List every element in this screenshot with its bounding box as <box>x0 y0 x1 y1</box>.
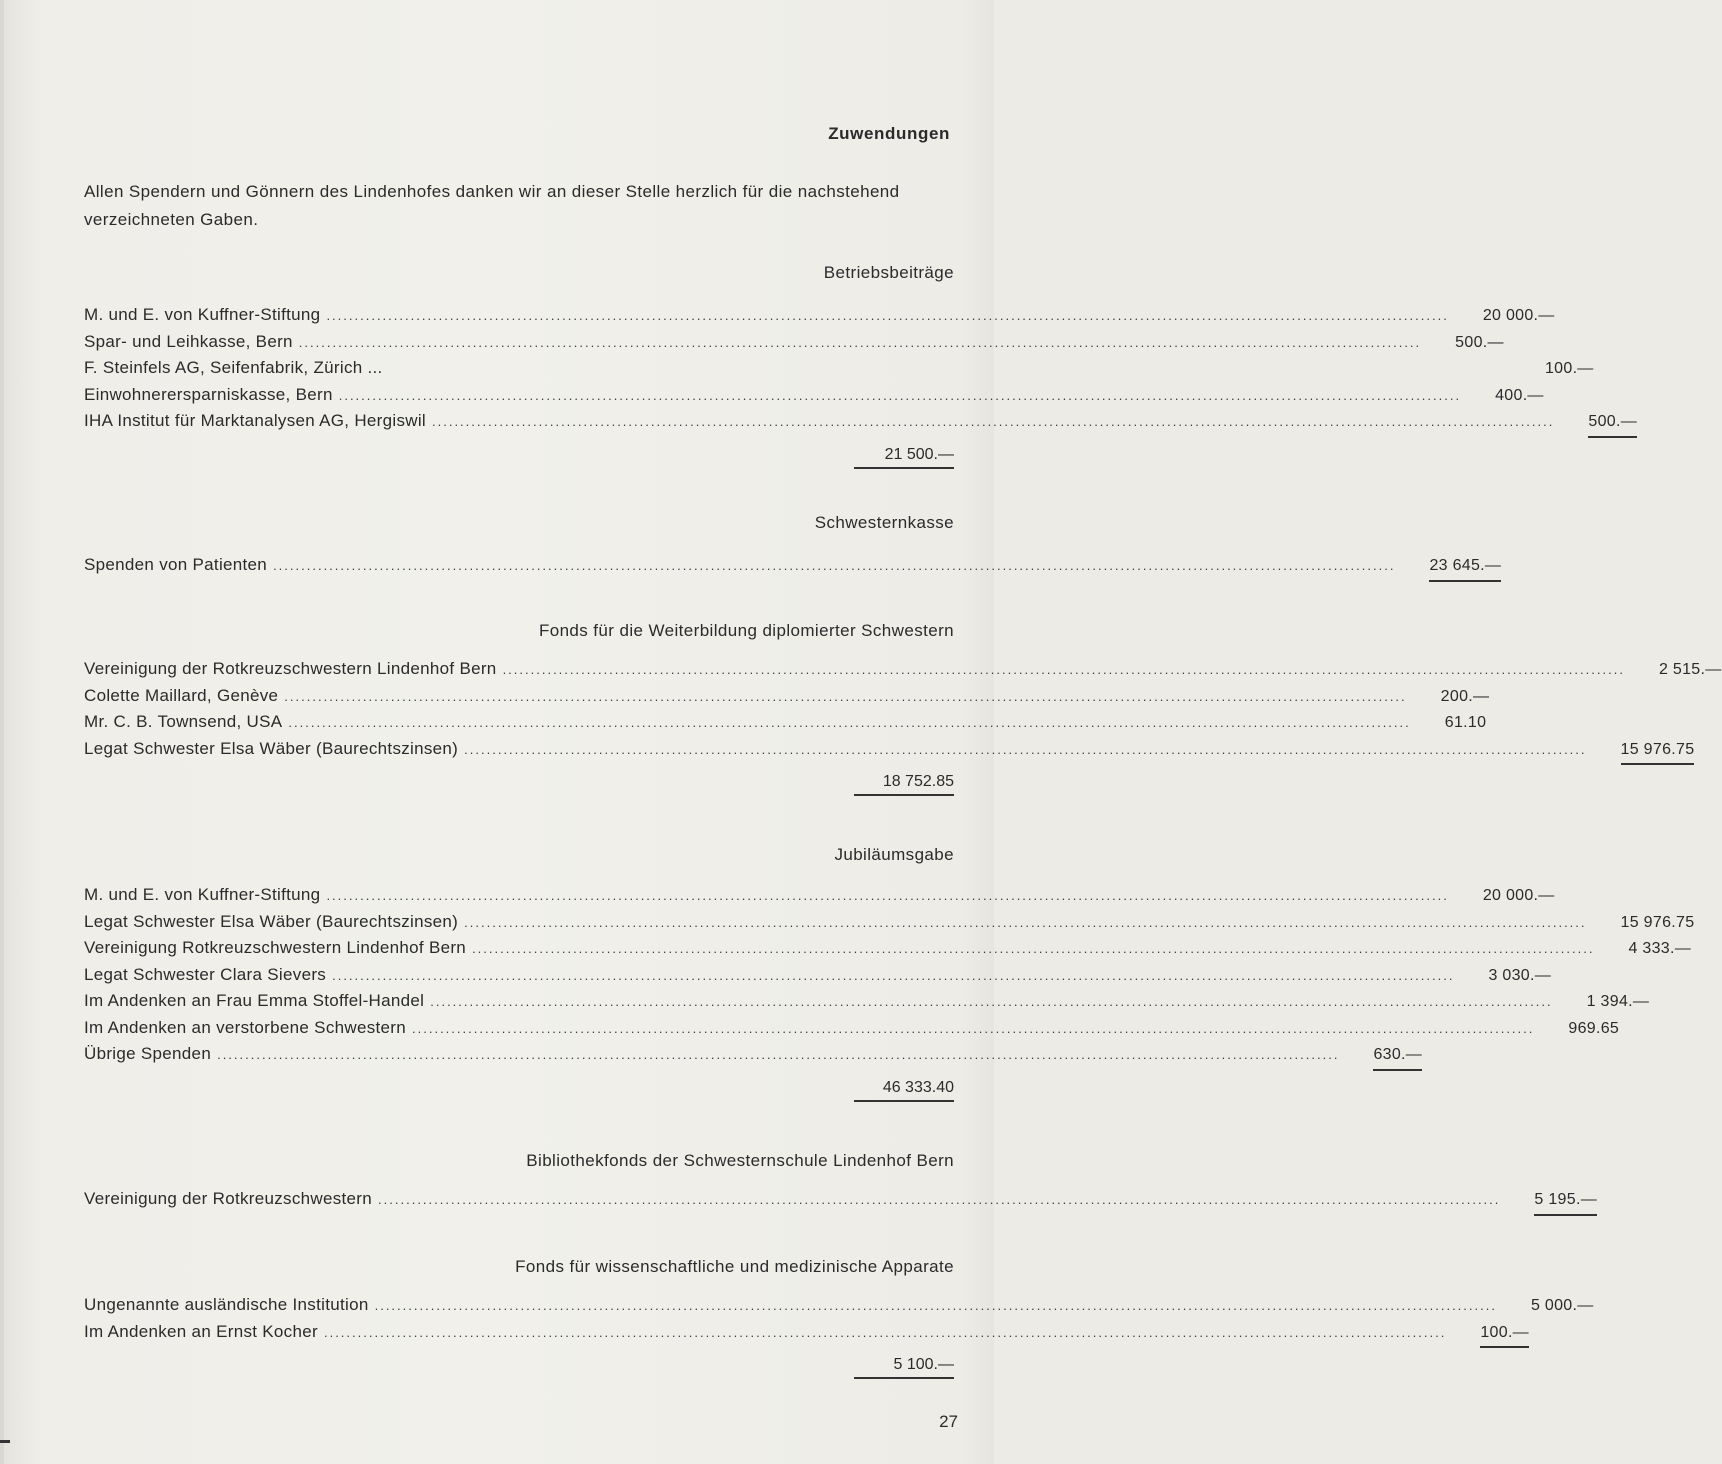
leader-dots: ........................................................................................................................................................................................................ <box>273 558 1396 573</box>
section-weiterbildung <box>84 616 1722 796</box>
entry-name: Ungenannte ausländische Institution <box>84 1295 369 1314</box>
leader-dots: ........................................................................................................................................................................................................ <box>298 334 1422 350</box>
list-item <box>84 709 1487 736</box>
page-spine-shadow <box>0 0 4 1464</box>
section-heading: Schwesternkasse <box>814 513 954 532</box>
list-item <box>84 552 1502 579</box>
entry-name: Vereinigung der Rotkreuzschwestern Lindenhof Bern <box>84 659 497 678</box>
leader-dots: ........................................................................................................................................................................................................ <box>326 308 1449 323</box>
list-item <box>84 1041 1423 1068</box>
entry-amount: 100.— <box>1544 360 1594 377</box>
list-item <box>84 382 1544 409</box>
leader-dots: ........................................................................................................................................................................................................ <box>378 1192 1501 1207</box>
leader-dots: ........................................................................................................................................................................................................ <box>502 662 1625 677</box>
entry-amount: 4 333.— <box>1628 940 1692 957</box>
leader-dots: ........................................................................................................................................................................................................ <box>326 888 1449 903</box>
section-heading: Fonds für wissenschaftliche und medizinische Apparate <box>515 1257 954 1276</box>
section-heading: Jubiläumsgabe <box>834 845 954 864</box>
intro-paragraph: Allen Spendern und Gönnern des Lindenhofes danken wir an dieser Stelle herzlich für die nachstehend verzeichneten Gaben. <box>84 182 900 229</box>
entry-name: Einwohnerersparniskasse, Bern <box>84 384 333 404</box>
entry-amount: 5 000.— <box>1530 1297 1594 1314</box>
leader-dots: ........................................................................................................................................................................................................ <box>217 1047 1340 1062</box>
total-row <box>84 1068 954 1102</box>
leader-dots: ........................................................................................................................................................................................................ <box>430 994 1553 1009</box>
leader-dots: ........................................................................................................................................................................................................ <box>332 967 1455 983</box>
page-number: 27 <box>939 1412 958 1431</box>
list-item <box>84 736 1695 763</box>
entry-name: Legat Schwester Elsa Wäber (Baurechtszinsen) <box>84 911 459 931</box>
section-bibliothekfonds <box>84 1146 1597 1213</box>
list-item <box>84 656 1722 683</box>
list-item <box>84 1292 1594 1319</box>
leader-dots: ........................................................................................................................................................................................................ <box>464 741 1587 757</box>
entry-amount: 630.— <box>1373 1042 1422 1071</box>
section-total: 21 500.— <box>854 443 954 469</box>
list-item <box>84 355 1594 382</box>
entry-name: IHA Institut für Marktanalysen AG, Hergiswil <box>84 411 426 430</box>
entry-amount: 400.— <box>1495 386 1544 404</box>
entry-name: Vereinigung der Rotkreuzschwestern <box>84 1189 373 1208</box>
leader-dots: ........................................................................................................................................................................................................ <box>432 414 1555 429</box>
entry-name: M. und E. von Kuffner-Stiftung <box>84 305 321 324</box>
entry-amount: 1 394.— <box>1586 993 1650 1010</box>
leader-dots: ........................................................................................................................................................................................................ <box>374 1298 1497 1313</box>
leader-dots: ........................................................................................................................................................................................................ <box>288 715 1411 730</box>
entry-name: Spar- und Leihkasse, Bern <box>84 331 293 351</box>
entry-name: Legat Schwester Clara Sievers <box>84 964 327 984</box>
entry-name: Übrige Spenden <box>84 1044 212 1063</box>
entry-name: Colette Maillard, Genève <box>84 685 279 705</box>
page-title: Zuwendungen <box>828 124 950 143</box>
entry-amount: 2 515.— <box>1658 661 1722 678</box>
leader-dots: ........................................................................................................................................................................................................ <box>472 941 1595 956</box>
list-item <box>84 935 1692 962</box>
edge-mark <box>0 1440 10 1443</box>
total-row <box>84 435 954 469</box>
list-item <box>84 1015 1620 1042</box>
entry-amount: 5 195.— <box>1534 1187 1597 1216</box>
list-item <box>84 1319 1529 1346</box>
entry-amount: 20 000.— <box>1482 887 1555 904</box>
section-betriebsbeitraege <box>84 258 1638 469</box>
section-total: 18 752.85 <box>854 770 954 796</box>
total-row <box>84 1345 954 1379</box>
list-item <box>84 1186 1597 1213</box>
section-total: 5 100.— <box>854 1353 954 1379</box>
section-heading: Fonds für die Weiterbildung diplomierter Schwestern <box>538 621 954 640</box>
entry-name: Vereinigung Rotkreuzschwestern Lindenhof Bern <box>84 938 467 957</box>
entry-name: Im Andenken an Ernst Kocher <box>84 1321 318 1341</box>
list-item <box>84 909 1695 936</box>
section-heading: Bibliothekfonds der Schwesternschule Lindenhof Bern <box>526 1151 954 1170</box>
entry-name: Legat Schwester Elsa Wäber (Baurechtszinsen) <box>84 738 459 758</box>
entry-amount: 3 030.— <box>1488 966 1552 984</box>
section-total: 46 333.40 <box>854 1076 954 1102</box>
entry-amount: 969.65 <box>1568 1019 1620 1037</box>
list-item <box>84 988 1650 1015</box>
entry-amount: 20 000.— <box>1482 307 1555 324</box>
leader-dots: ........................................................................................................................................................................................................ <box>464 914 1587 930</box>
entry-name: F. Steinfels AG, Seifenfabrik, Zürich ... <box>84 358 383 377</box>
entry-name: Mr. C. B. Townsend, USA <box>84 712 283 731</box>
entry-name: M. und E. von Kuffner-Stiftung <box>84 885 321 904</box>
section-heading: Betriebsbeiträge <box>823 263 954 282</box>
section-apparate-fonds <box>84 1252 1594 1379</box>
entry-amount: 200.— <box>1440 687 1490 705</box>
entry-amount: 61.10 <box>1444 714 1487 731</box>
list-item <box>84 302 1555 329</box>
leader-dots: ........................................................................................................................................................................................................ <box>323 1324 1447 1340</box>
leader-dots: ........................................................................................................................................................................................................ <box>412 1020 1535 1036</box>
list-item <box>84 408 1638 435</box>
list-item <box>84 882 1555 909</box>
list-item <box>84 683 1490 710</box>
leader-dots: ........................................................................................................................................................................................................ <box>284 688 1407 704</box>
entry-name: Im Andenken an verstorbene Schwestern <box>84 1017 407 1037</box>
entry-amount: 15 976.75 <box>1620 913 1695 931</box>
entry-amount: 15 976.75 <box>1621 737 1695 766</box>
section-schwesternkasse <box>84 508 1502 579</box>
entry-amount: 500.— <box>1455 333 1504 351</box>
entry-amount: 23 645.— <box>1429 553 1501 582</box>
entry-name: Spenden von Patienten <box>84 555 268 574</box>
leader-dots: ........................................................................................................................................................................................................ <box>338 387 1462 403</box>
entry-amount: 100.— <box>1480 1320 1529 1349</box>
list-item <box>84 329 1504 356</box>
section-jubilaeumsgabe <box>84 840 1695 1102</box>
entry-name: Im Andenken an Frau Emma Stoffel-Handel <box>84 991 425 1010</box>
entry-amount: 500.— <box>1588 409 1637 438</box>
total-row <box>84 762 954 796</box>
list-item <box>84 962 1552 989</box>
